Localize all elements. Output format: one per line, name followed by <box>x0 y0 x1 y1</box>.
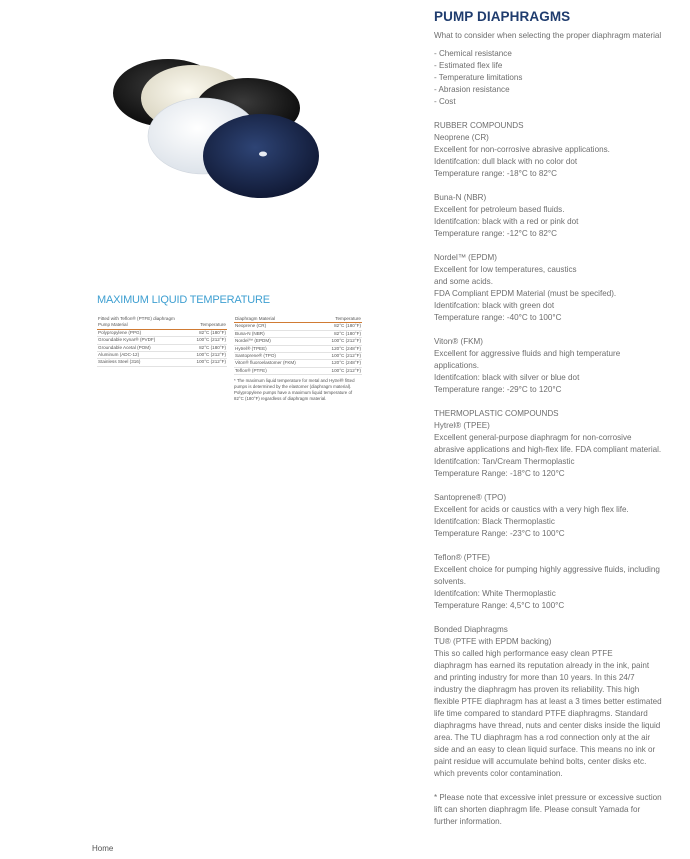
table-cell: Viton® fluoroelastomer (FKM) <box>234 360 319 367</box>
material-line: and some acids. <box>434 277 493 286</box>
table-row <box>234 330 362 337</box>
table-row <box>234 338 362 345</box>
column-header: Diaphragm Material <box>234 316 319 323</box>
material-line: Temperature Range: 4,5°C to 100°C <box>434 601 565 610</box>
max-liquid-temperature-title: MAXIMUM LIQUID TEMPERATURE <box>97 294 270 306</box>
table-cell: 100°C (212°F) <box>182 337 227 344</box>
material-line: Excellent for aggressive fluids and high temperature <box>434 349 621 358</box>
table-caption: Fitted with Teflon® (PTFE) diaphragm <box>98 316 175 321</box>
table-cell: 120°C (248°F) <box>319 345 362 352</box>
column-header: Temperature <box>182 322 227 329</box>
material-line: Identifcation: Black Thermoplastic <box>434 517 555 526</box>
table-cell: 100°C (212°F) <box>319 367 362 374</box>
material-line: Excellent choice for pumping highly aggressive fluids, including <box>434 565 660 574</box>
intro-text: What to consider when selecting the proper diaphragm material <box>434 31 662 40</box>
table-cell: 120°C (248°F) <box>319 360 362 367</box>
table-cell: Neoprene (CR) <box>234 323 319 330</box>
table-cell: Nordel™ (EPDM) <box>234 338 319 345</box>
material-line: Excellent for low temperatures, caustics <box>434 265 577 274</box>
bonded-line: diaphragm has earned its reputation already in the ink, paint <box>434 661 650 670</box>
bonded-line: life time compared to standard PTFE diaphragms. Standard <box>434 709 648 718</box>
table-cell: 100°C (212°F) <box>319 353 362 360</box>
criteria-item: - Chemical resistance <box>434 49 512 58</box>
bonded-line: side and an easy to clean liquid surface. This means no ink or <box>434 745 656 754</box>
table-cell: Buna-N (NBR) <box>234 330 319 337</box>
table-row <box>97 352 227 359</box>
material-name: TU® (PTFE with EPDM backing) <box>434 637 552 646</box>
table-row <box>97 359 227 366</box>
bonded-line: This so called high performance easy clean PTFE <box>434 649 613 658</box>
table-cell: Teflon® (PTFE) <box>234 367 319 374</box>
column-header: Pump Material <box>97 322 182 329</box>
material-line: Temperature range: -40°C to 100°C <box>434 313 562 322</box>
table-cell: 82°C (180°F) <box>182 344 227 351</box>
bonded-line: area. The TU diaphragm has a rod connection only at the air <box>434 733 651 742</box>
material-line: Temperature Range: -18°C to 120°C <box>434 469 565 478</box>
bonded-heading: Bonded Diaphragms <box>434 625 508 634</box>
material-line: Excellent for petroleum based fluids. <box>434 205 565 214</box>
table-row <box>97 337 227 344</box>
home-link[interactable]: Home <box>92 844 114 853</box>
material-line: Excellent for non-corrosive abrasive applications. <box>434 145 610 154</box>
temperature-footnote: * The maximum liquid temperature for metal and Hytrel® fitted pumps is determined by the elastomer (diaphragm material). Polypropylene pumps have a maximum liquid temperature of 82°C (180°F) regardless of diaphragm material. <box>234 378 355 401</box>
criteria-item: - Estimated flex life <box>434 61 503 70</box>
material-line: Identifcation: black with silver or blue dot <box>434 373 580 382</box>
footnote-line: further information. <box>434 817 502 826</box>
material-line: FDA Compliant EPDM Material (must be specifed). <box>434 289 617 298</box>
material-name: Santoprene® (TPO) <box>434 493 507 502</box>
table-row <box>234 360 362 367</box>
table-cell: 100°C (212°F) <box>182 359 227 366</box>
table-cell: 100°C (212°F) <box>182 352 227 359</box>
bonded-line: flexible PTFE diaphragm has at least a 3 times better estimated <box>434 697 662 706</box>
footnote-line: * Please note that excessive inlet pressure or excessive suction <box>434 793 662 802</box>
material-name: Hytrel® (TPEE) <box>434 421 490 430</box>
max-liquid-temperature-section <box>97 294 363 401</box>
material-name: Neoprene (CR) <box>434 133 489 142</box>
table-cell: 100°C (212°F) <box>319 338 362 345</box>
table-cell: Santoprene® (TPO) <box>234 353 319 360</box>
material-line: Identifcation: black with a red or pink dot <box>434 217 579 226</box>
table-row <box>97 329 227 336</box>
table-cell: Hytrel® (TPEE) <box>234 345 319 352</box>
diaphragm-material-temperature-table <box>234 316 362 375</box>
pump-material-temperature-table <box>97 316 227 367</box>
material-line: Excellent general-purpose diaphragm for non-corrosive <box>434 433 632 442</box>
table-row <box>234 323 362 330</box>
table-cell: 82°C (180°F) <box>319 323 362 330</box>
diaphragms-product-image <box>108 48 323 208</box>
bonded-line: which prevents color contamination. <box>434 769 563 778</box>
material-line: Identifcation: White Thermoplastic <box>434 589 556 598</box>
table-row <box>234 367 362 374</box>
pump-diaphragms-article <box>434 8 674 828</box>
material-name: Viton® (FKM) <box>434 337 483 346</box>
table-cell: 82°C (180°F) <box>182 329 227 336</box>
section-heading: RUBBER COMPOUNDS <box>434 121 524 130</box>
table-cell: 82°C (180°F) <box>319 330 362 337</box>
criteria-item: - Cost <box>434 97 456 106</box>
section-heading: THERMOPLASTIC COMPOUNDS <box>434 409 559 418</box>
material-line: applications. <box>434 361 479 370</box>
material-line: Identifcation: Tan/Cream Thermoplastic <box>434 457 575 466</box>
bonded-line: paint residue will accumulate behind bolts, center disks etc. <box>434 757 647 766</box>
criteria-item: - Temperature limitations <box>434 73 523 82</box>
material-line: Temperature range: -18°C to 82°C <box>434 169 557 178</box>
table-cell: Groundable Acetal (POM) <box>97 344 182 351</box>
table-cell: Aluminum (ADC-12) <box>97 352 182 359</box>
criteria-item: - Abrasion resistance <box>434 85 510 94</box>
material-line: abrasive applications and high-flex life. FDA compliant material. <box>434 445 662 454</box>
bonded-line: diaphragms have thread, nuts and center disks inside the liquid <box>434 721 661 730</box>
bonded-line: and printing industry for more than 10 years. In this 24/7 <box>434 673 635 682</box>
material-line: Temperature Range: -23°C to 100°C <box>434 529 565 538</box>
table-cell: Stainless Steel (316) <box>97 359 182 366</box>
footnote-line: lift can shorten diaphragm life. Please consult Yamada for <box>434 805 641 814</box>
material-name: Buna-N (NBR) <box>434 193 487 202</box>
column-header: Temperature <box>319 316 362 323</box>
material-line: Identifcation: dull black with no color dot <box>434 157 578 166</box>
material-line: Identifcation: black with green dot <box>434 301 555 310</box>
page-title: PUMP DIAPHRAGMS <box>434 9 571 24</box>
table-row <box>97 344 227 351</box>
material-line: Temperature range: -12°C to 82°C <box>434 229 557 238</box>
material-name: Teflon® (PTFE) <box>434 553 490 562</box>
material-line: Temperature range: -29°C to 120°C <box>434 385 562 394</box>
bonded-line: industry the diaphragm has proven its reliability. This high <box>434 685 640 694</box>
table-row <box>234 353 362 360</box>
material-line: Excellent for acids or caustics with a very high flex life. <box>434 505 629 514</box>
table-cell: Polypropylene (PPG) <box>97 329 182 336</box>
table-row <box>234 345 362 352</box>
table-cell: Groundable Kynar® (PVDF) <box>97 337 182 344</box>
material-name: Nordel™ (EPDM) <box>434 253 497 262</box>
material-line: solvents. <box>434 577 466 586</box>
